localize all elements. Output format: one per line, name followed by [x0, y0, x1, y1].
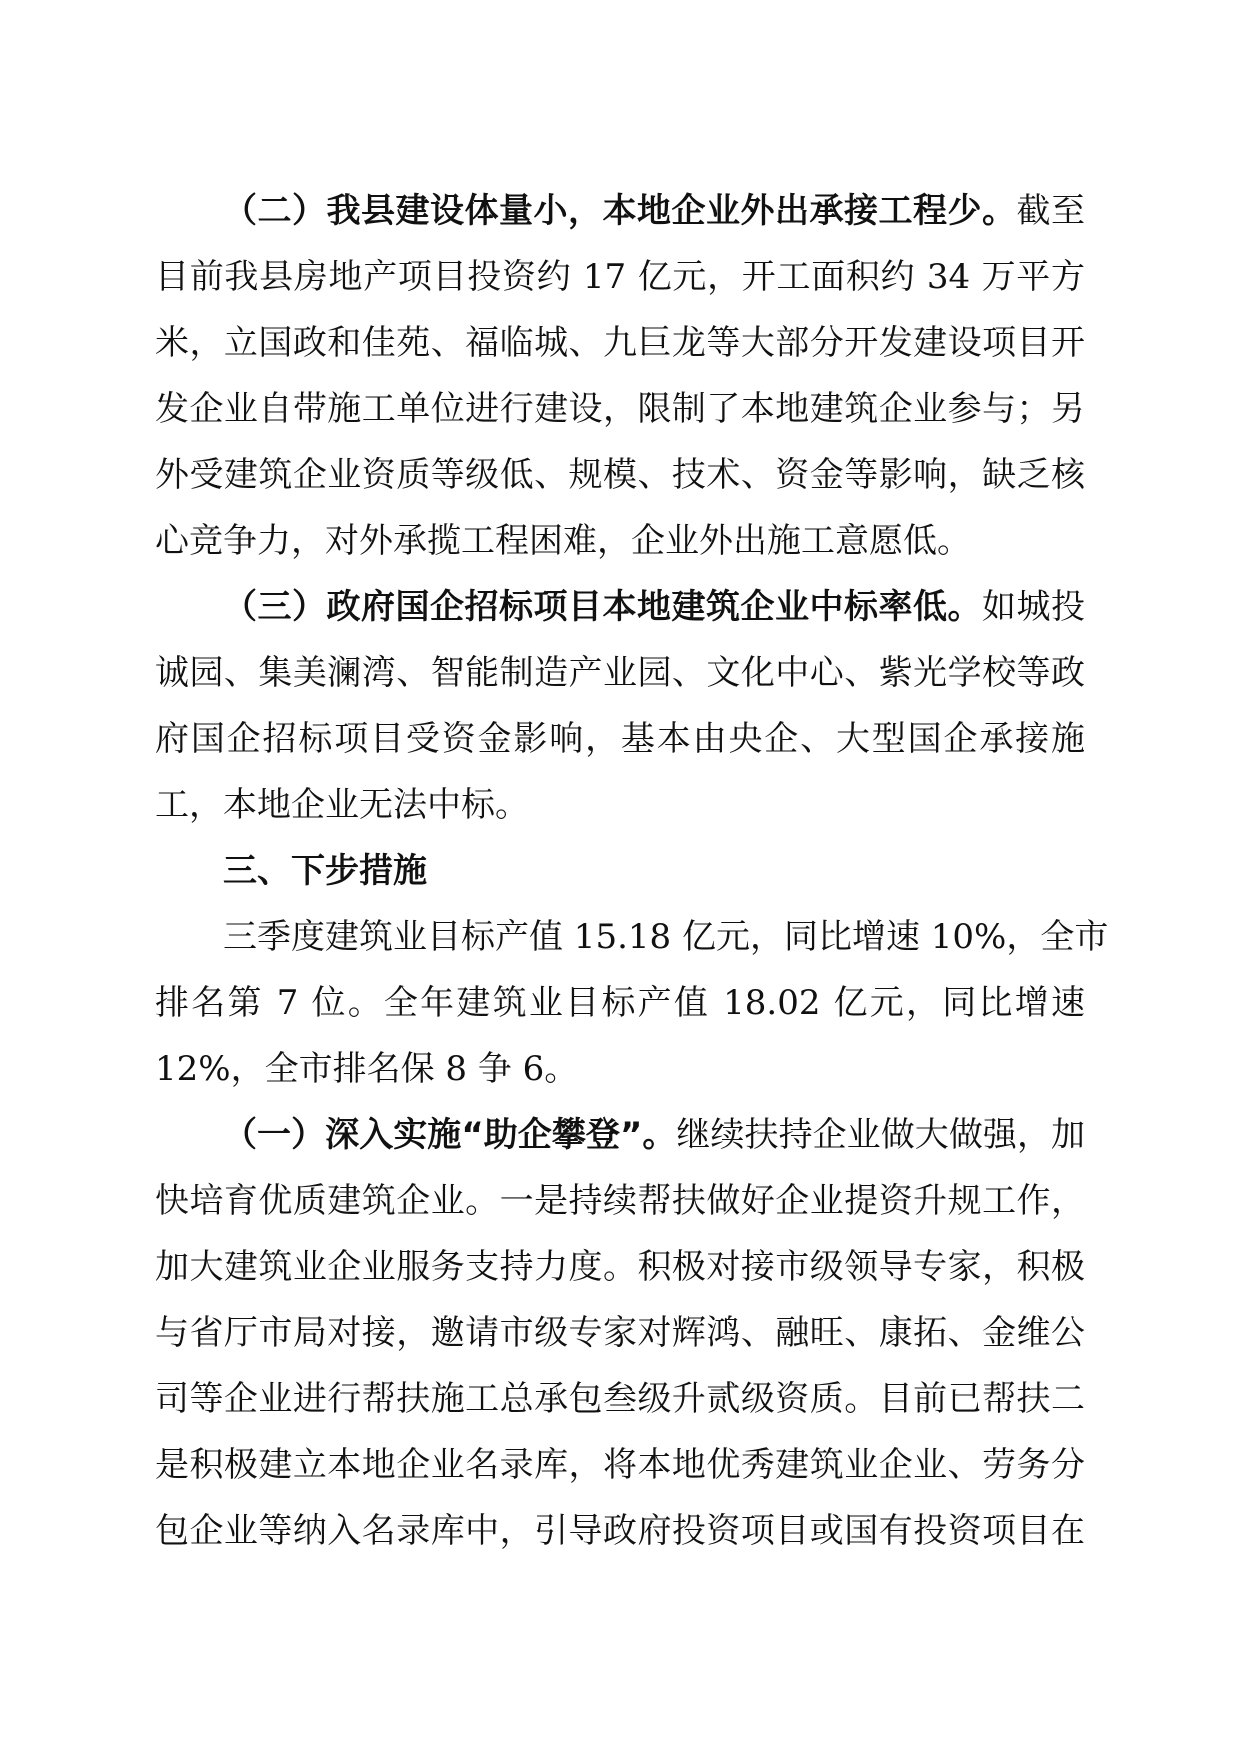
paragraph-line: 快培育优质建筑企业。一是持续帮扶做好企业提资升规工作， — [155, 1181, 1085, 1221]
paragraph-line: 与省厅市局对接，邀请市级专家对辉鸿、融旺、康拓、金维公 — [155, 1313, 1085, 1353]
paragraph-text: 截至 — [1016, 191, 1085, 231]
paragraph-heading: （一）深入实施“助企攀登”。 — [223, 1115, 677, 1155]
paragraph-line: 目前我县房地产项目投资约 17 亿元，开工面积约 34 万平方 — [155, 257, 1085, 297]
paragraph-line: 包企业等纳入名录库中，引导政府投资项目或国有投资项目在 — [155, 1511, 1085, 1551]
paragraph-line — [155, 574, 1085, 640]
paragraph-line: 诚园、集美澜湾、智能制造产业园、文化中心、紫光学校等政 — [155, 653, 1085, 693]
paragraph-line: 心竞争力，对外承揽工程困难，企业外出施工意愿低。 — [155, 521, 971, 561]
paragraph-line: 工，本地企业无法中标。 — [155, 785, 529, 825]
paragraph-line: 三季度建筑业目标产值 15.18 亿元，同比增速 10%，全市 — [223, 917, 1109, 957]
paragraph-text: 如城投 — [982, 587, 1085, 627]
paragraph-line: 府国企招标项目受资金影响，基本由央企、大型国企承接施 — [155, 719, 1085, 759]
section-title: 三、下步措施 — [223, 851, 427, 891]
paragraph-line: 排名第 7 位。全年建筑业目标产值 18.02 亿元，同比增速 — [155, 983, 1085, 1023]
paragraph-heading: （二）我县建设体量小，本地企业外出承接工程少。 — [223, 191, 1017, 231]
paragraph-line — [155, 1102, 1085, 1168]
paragraph-line: 外受建筑企业资质等级低、规模、技术、资金等影响，缺乏核 — [155, 455, 1085, 495]
paragraph-text: 继续扶持企业做大做强，加 — [676, 1115, 1085, 1155]
paragraph-heading: （三）政府国企招标项目本地建筑企业中标率低。 — [223, 587, 982, 627]
paragraph-line — [155, 178, 1085, 244]
paragraph-line: 司等企业进行帮扶施工总承包叁级升贰级资质。目前已帮扶二 — [155, 1379, 1085, 1419]
paragraph-line: 加大建筑业企业服务支持力度。积极对接市级领导专家，积极 — [155, 1247, 1085, 1287]
paragraph-line: 12%，全市排名保 8 争 6。 — [155, 1049, 579, 1089]
paragraph-line: 米，立国政和佳苑、福临城、九巨龙等大部分开发建设项目开 — [155, 323, 1085, 363]
document-page — [155, 178, 1109, 1564]
paragraph-line: 发企业自带施工单位进行建设，限制了本地建筑企业参与；另 — [155, 389, 1085, 429]
paragraph-line: 是积极建立本地企业名录库，将本地优秀建筑业企业、劳务分 — [155, 1445, 1085, 1485]
